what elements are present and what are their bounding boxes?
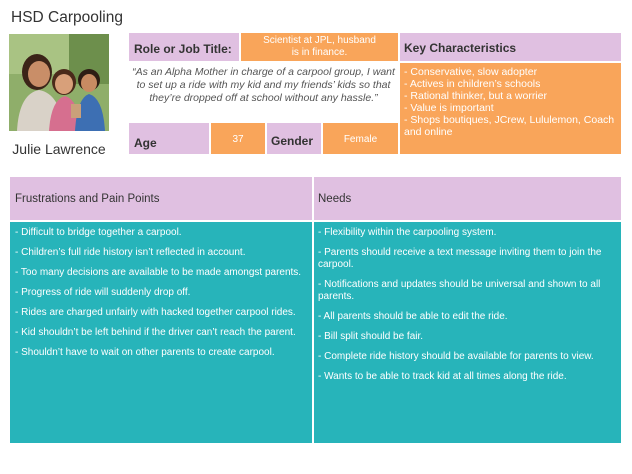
age-label-cell <box>128 122 210 155</box>
frustrations-header-cell <box>9 176 313 221</box>
needs-header: Needs <box>318 193 352 205</box>
frustration-item: - Difficult to bridge together a carpool. <box>15 227 182 238</box>
key-characteristic-item: - Actives in children’s schools <box>404 78 541 90</box>
frustration-item: - Too many decisions are available to be made amongst parents. <box>15 267 302 278</box>
need-item: - Flexibility within the carpooling system. <box>318 227 497 238</box>
persona-name: Julie Lawrence <box>12 141 106 157</box>
frustrations-header: Frustrations and Pain Points <box>15 193 160 205</box>
persona-quote: “As an Alpha Mother in charge of a carpool group, I want to set up a ride with my kid and my friends’ kids so that they’re dropped off at school without any hassle.” <box>132 66 395 104</box>
gender-value: Female <box>343 134 378 145</box>
role-value: Scientist at JPL, husband is in finance. <box>263 35 376 58</box>
key-characteristics-cell <box>399 62 622 155</box>
gender-value-cell <box>322 122 399 155</box>
need-item: - Complete ride history should be available for parents to view. <box>318 351 594 362</box>
need-item: - Bill split should be fair. <box>318 331 424 342</box>
key-characteristics-label: Key Characteristics <box>404 41 517 55</box>
key-characteristic-item: - Conservative, slow adopter <box>404 66 538 78</box>
frustrations-list <box>10 222 312 359</box>
needs-header-cell <box>313 176 622 221</box>
frustration-item: - Progress of ride will suddenly drop off. <box>15 287 191 298</box>
key-characteristic-item: - Rational thinker, but a worrier <box>404 90 547 102</box>
family-photo-illustration <box>9 34 109 131</box>
gender-label: Gender <box>271 134 314 148</box>
need-item: - Wants to be able to track kid at all times along the ride. <box>318 371 567 382</box>
age-value: 37 <box>232 134 244 145</box>
need-item: - Notifications and updates should be universal and shown to all parents. <box>318 279 601 302</box>
need-item: - All parents should be able to edit the ride. <box>318 311 508 322</box>
role-label-cell <box>128 32 240 62</box>
frustration-item: - Children’s full ride history isn’t reflected in account. <box>15 247 246 258</box>
age-value-cell <box>210 122 266 155</box>
age-label: Age <box>134 136 157 150</box>
persona-photo <box>9 34 109 131</box>
frustrations-cell <box>9 221 313 444</box>
needs-cell <box>313 221 622 444</box>
page-title: HSD Carpooling <box>11 9 123 26</box>
frustration-item: - Kid shouldn’t be left behind if the driver can’t reach the parent. <box>15 327 296 338</box>
frustration-item: - Shouldn’t have to wait on other parents to create carpool. <box>15 347 275 358</box>
role-label: Role or Job Title: <box>134 42 232 56</box>
needs-list <box>314 222 621 383</box>
role-value-cell <box>240 32 399 62</box>
key-characteristics-header-cell <box>399 32 622 62</box>
need-item: - Parents should receive a text message inviting them to join the carpool. <box>318 247 602 270</box>
frustration-item: - Rides are charged unfairly with hacked together carpool rides. <box>15 307 296 318</box>
key-characteristic-item: - Shops boutiques, JCrew, Lululemon, Coach and online <box>404 114 615 138</box>
key-characteristics-list <box>400 63 621 141</box>
gender-label-cell <box>266 122 322 155</box>
key-characteristic-item: - Value is important <box>404 102 494 114</box>
